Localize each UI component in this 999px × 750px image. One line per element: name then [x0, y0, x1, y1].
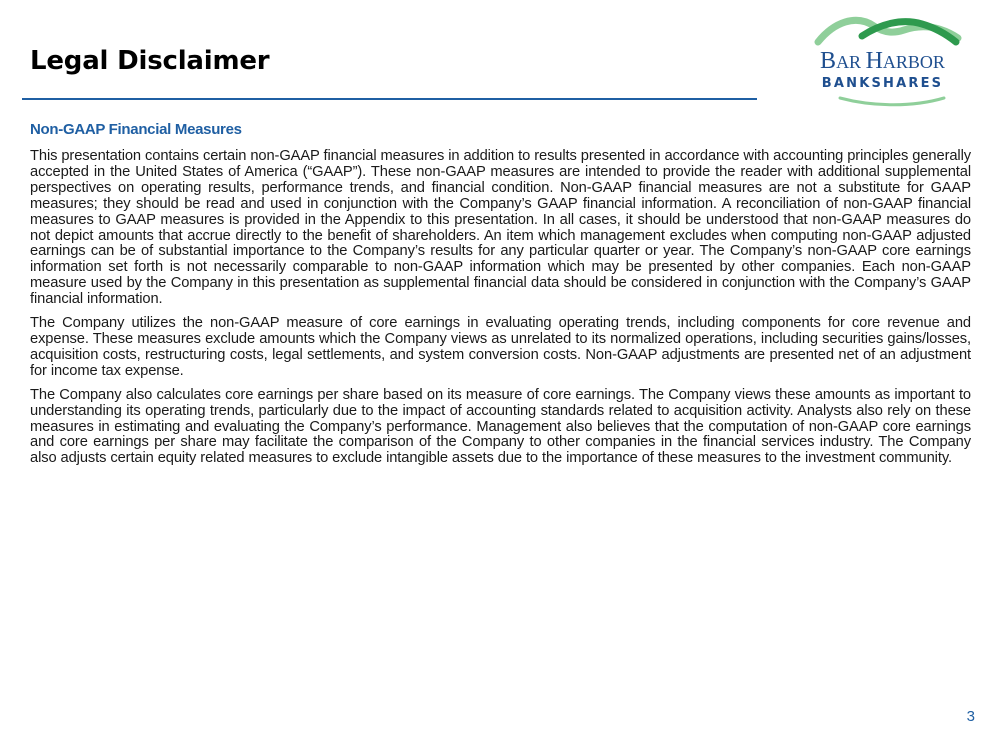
title-divider [22, 98, 757, 100]
paragraph: The Company also calculates core earnings per share based on its measure of core earnings. The Company views these amounts as important to understanding its operating trends, particularly due to the impact of accounting standards related to acquisition activity. Analysts also rely on these measures in estimating and evaluating the Company’s performance. Management also believes that the computation of non-GAAP core earnings and core earnings per share may facilitate the comparison of the Company to other companies in the financial services industry. The Company also adjusts certain equity related measures to exclude intangible assets due to the importance of these measures to the investment community. [30, 386, 971, 467]
section-heading: Non-GAAP Financial Measures [30, 121, 242, 138]
slide-title: Legal Disclaimer [30, 46, 270, 76]
paragraph: This presentation contains certain non-GAAP financial measures in addition to results presented in accordance with accounting principles generally accepted in the United States of America (“GAAP”). These non-GAAP measures are intended to provide the reader with additional supplemental perspectives on operating results, performance trends, and financial condition. Non-GAAP financial measures are not a substitute for GAAP measures; they should be read and used in conjunction with the Company’s GAAP financial information. A reconciliation of non-GAAP financial measures to GAAP measures is provided in the Appendix to this presentation. In all cases, it should be understood that non-GAAP measures do not depict amounts that accrue directly to the benefit of shareholders. An item which management excludes when computing non-GAAP adjusted earnings can be of substantial importance to the Company’s results for any particular quarter or year. The Company’s non-GAAP core earnings information set forth is not necessarily comparable to non-GAAP information which may be presented by other companies. Each non-GAAP measure used by the Company in this presentation as supplemental financial data should be considered in conjunction with the Company’s GAAP financial information. [30, 148, 971, 308]
logo-name-line2: BANKSHARES [821, 76, 944, 91]
company-logo [800, 12, 965, 112]
logo-name-line1: BAR HARBOR [820, 48, 945, 74]
paragraph: The Company utilizes the non-GAAP measure of core earnings in evaluating operating trends, including components for core revenue and expense. These measures exclude amounts which the Company views as unrelated to its normalized operations, including securities gains/losses, acquisition costs, restructuring costs, legal settlements, and system conversion costs. Non-GAAP adjustments are presented net of an adjustment for income tax expense. [30, 315, 971, 379]
disclaimer-body [30, 149, 971, 475]
page-number: 3 [966, 708, 975, 725]
